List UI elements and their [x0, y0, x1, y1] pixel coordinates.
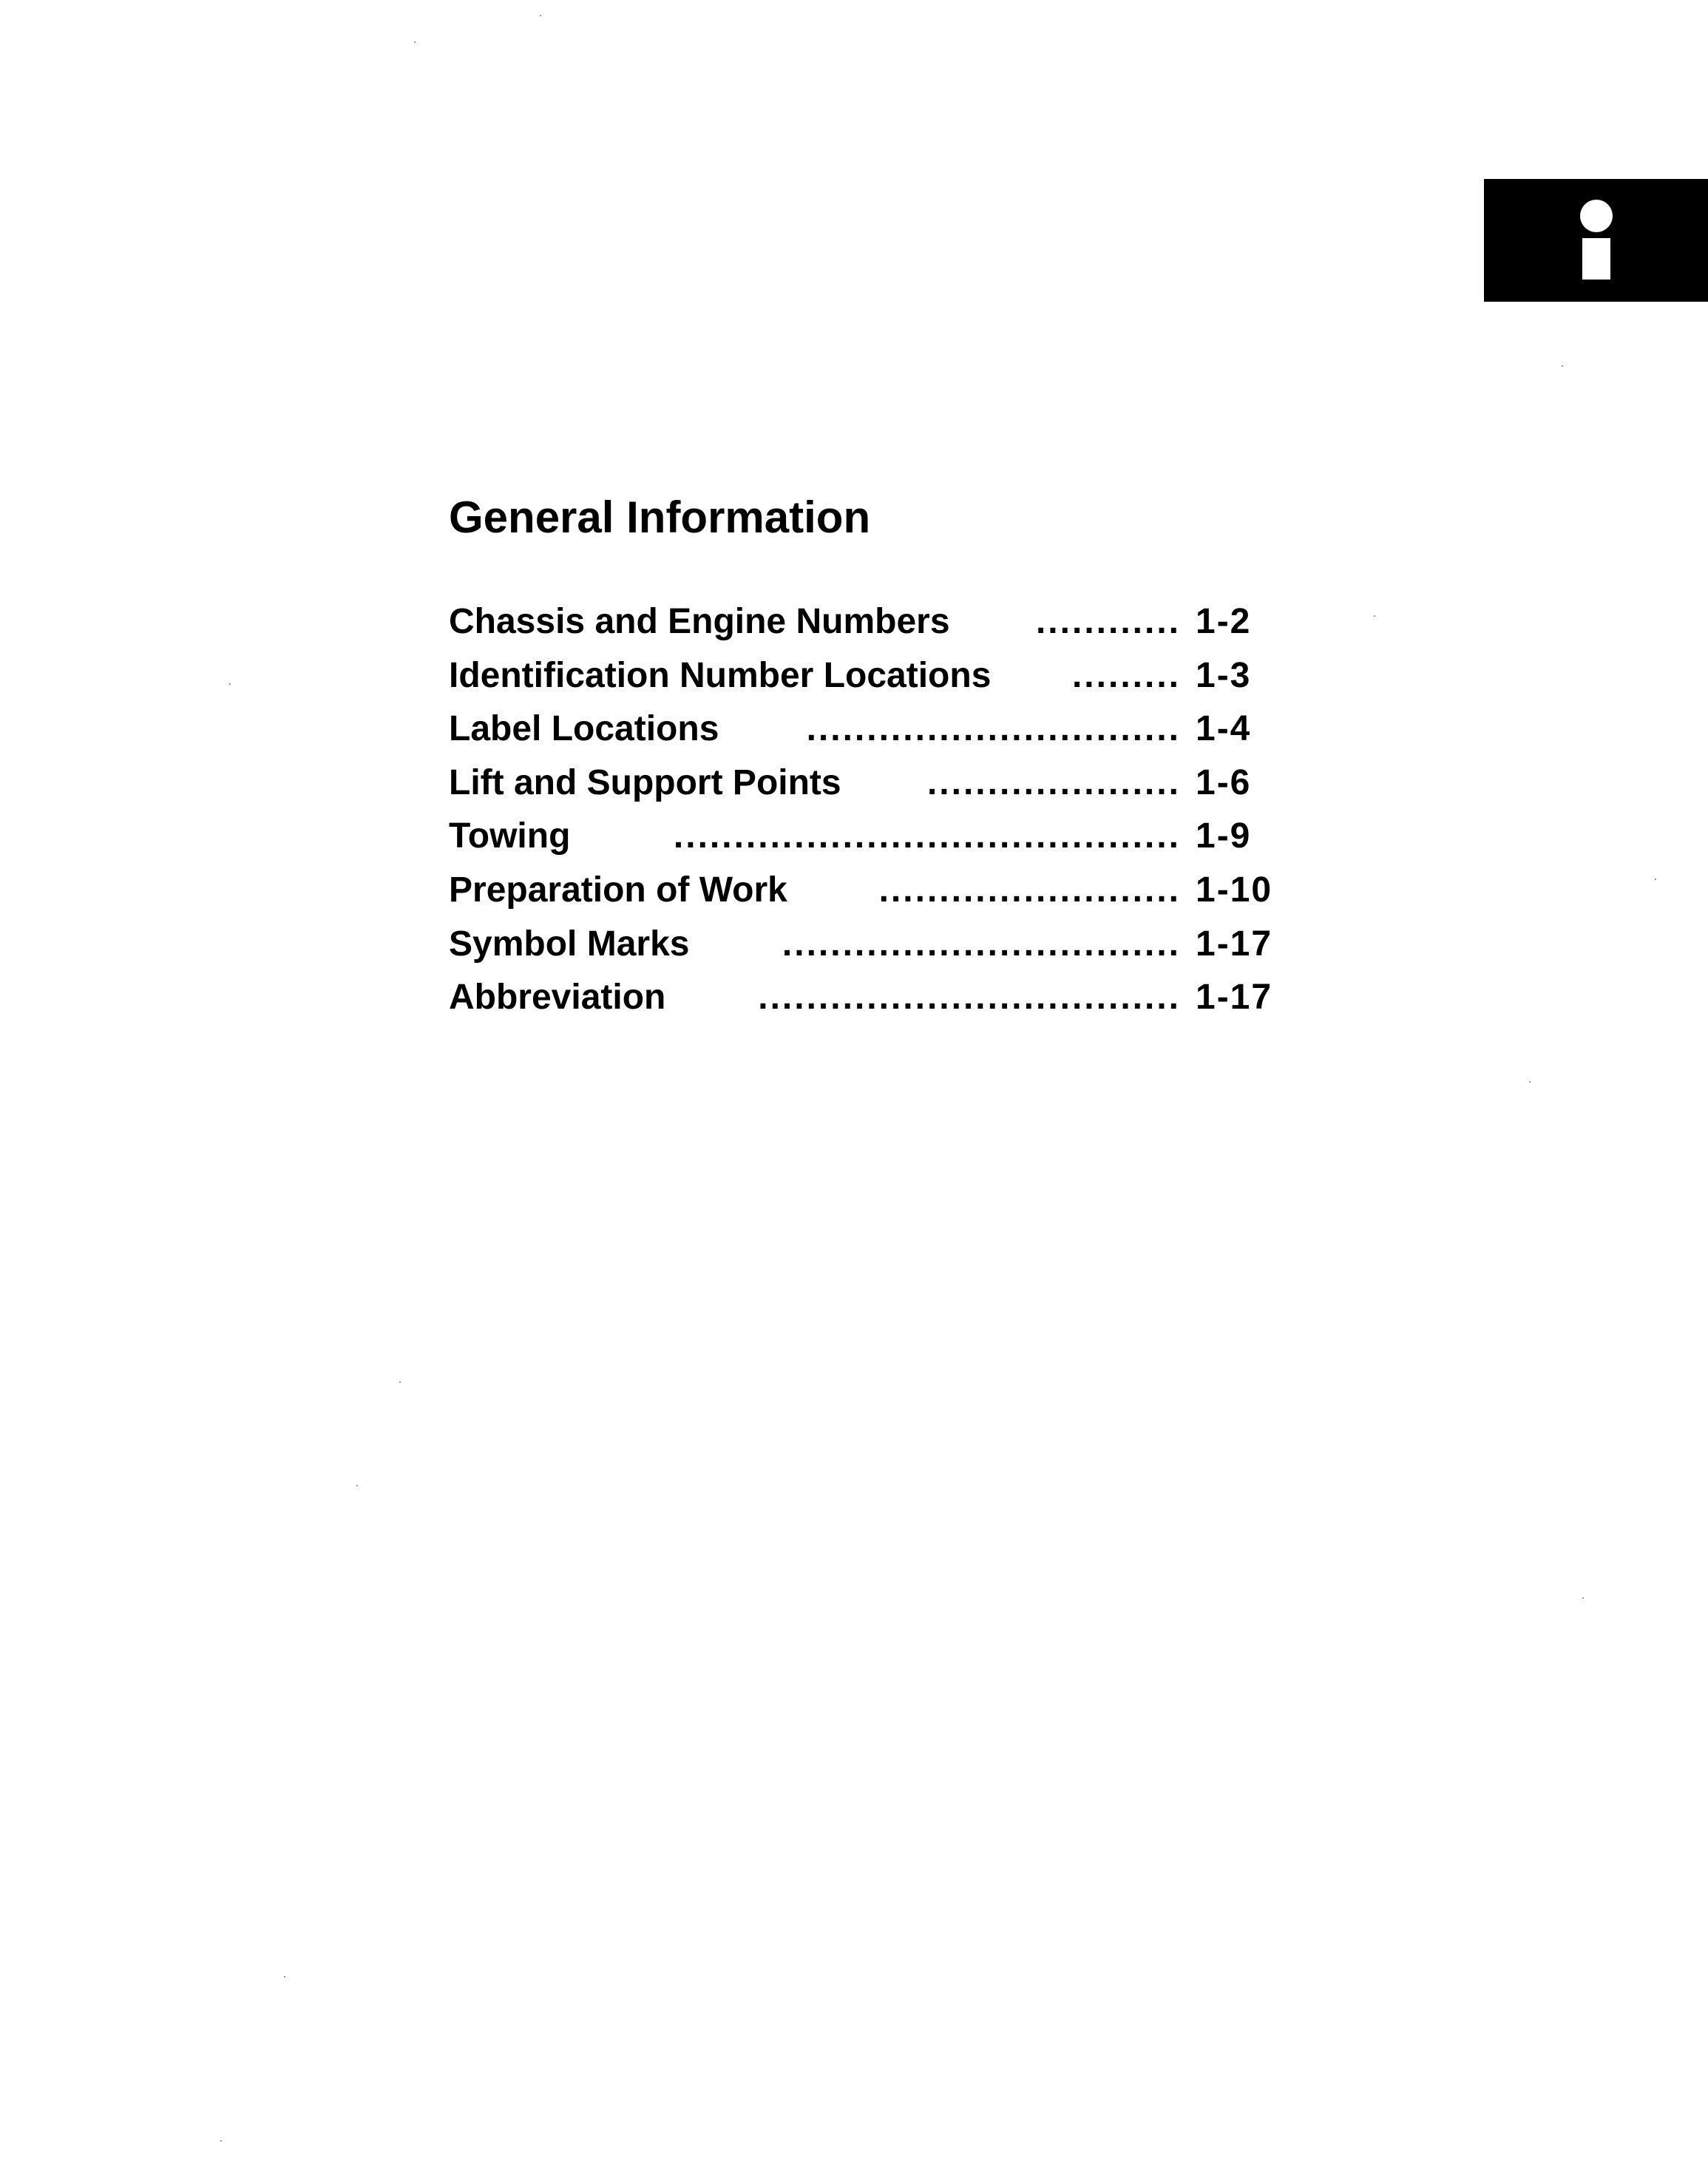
toc-leader-dots: .........................	[878, 870, 1181, 910]
toc-page-number: 1-6	[1196, 762, 1252, 802]
scan-speck	[1655, 879, 1656, 880]
toc-entry	[449, 757, 1336, 810]
toc-page-number: 1-10	[1196, 870, 1273, 910]
toc-entry	[449, 649, 1336, 703]
toc-leader-dots: .........	[1071, 655, 1181, 695]
toc-page-number: 1-4	[1196, 709, 1252, 749]
scan-speck	[414, 41, 416, 43]
toc-leader-dots: ...............................	[806, 709, 1181, 749]
table-of-contents	[449, 488, 1336, 1018]
toc-page-number: 1-2	[1196, 602, 1252, 641]
scan-speck	[356, 1485, 358, 1486]
toc-leader-dots: .....................	[926, 762, 1181, 802]
info-i-icon	[1580, 200, 1613, 232]
scan-speck	[540, 15, 541, 16]
scan-speck	[229, 683, 231, 685]
toc-leader-dots: ...................................	[758, 978, 1181, 1018]
toc-entry-label: Identification Number Locations	[449, 655, 992, 695]
scan-speck	[1582, 1597, 1584, 1599]
toc-page-number: 1-9	[1196, 816, 1252, 856]
toc-entry	[449, 595, 1336, 649]
toc-entry-label: Towing	[449, 816, 571, 856]
toc-entry-label: Label Locations	[449, 709, 719, 749]
toc-entry-label: Symbol Marks	[449, 924, 690, 964]
toc-entry	[449, 864, 1336, 918]
toc-page-number: 1-17	[1196, 924, 1273, 964]
toc-list	[449, 595, 1336, 1025]
toc-leader-dots: ..........................................	[673, 816, 1181, 856]
toc-page-number: 1-17	[1196, 978, 1273, 1018]
toc-entry-label: Chassis and Engine Numbers	[449, 602, 950, 641]
toc-page-number: 1-3	[1196, 655, 1252, 695]
toc-entry	[449, 918, 1336, 972]
toc-entry	[449, 810, 1336, 864]
section-title: General Information	[449, 493, 871, 542]
toc-entry	[449, 971, 1336, 1025]
toc-entry-label: Abbreviation	[449, 978, 666, 1018]
toc-leader-dots: .................................	[782, 924, 1181, 964]
scan-speck	[399, 1381, 401, 1383]
scan-speck	[284, 1976, 285, 1977]
toc-leader-dots: ............	[1035, 602, 1181, 641]
scan-speck	[1529, 1081, 1531, 1083]
toc-entry-label: Preparation of Work	[449, 870, 787, 910]
section-tab	[1484, 179, 1708, 302]
toc-entry-label: Lift and Support Points	[449, 762, 841, 802]
scan-speck	[220, 2140, 222, 2142]
info-i-icon-stem	[1582, 238, 1610, 280]
scan-speck	[1562, 365, 1563, 367]
toc-entry	[449, 703, 1336, 757]
scan-speck	[1374, 615, 1375, 617]
